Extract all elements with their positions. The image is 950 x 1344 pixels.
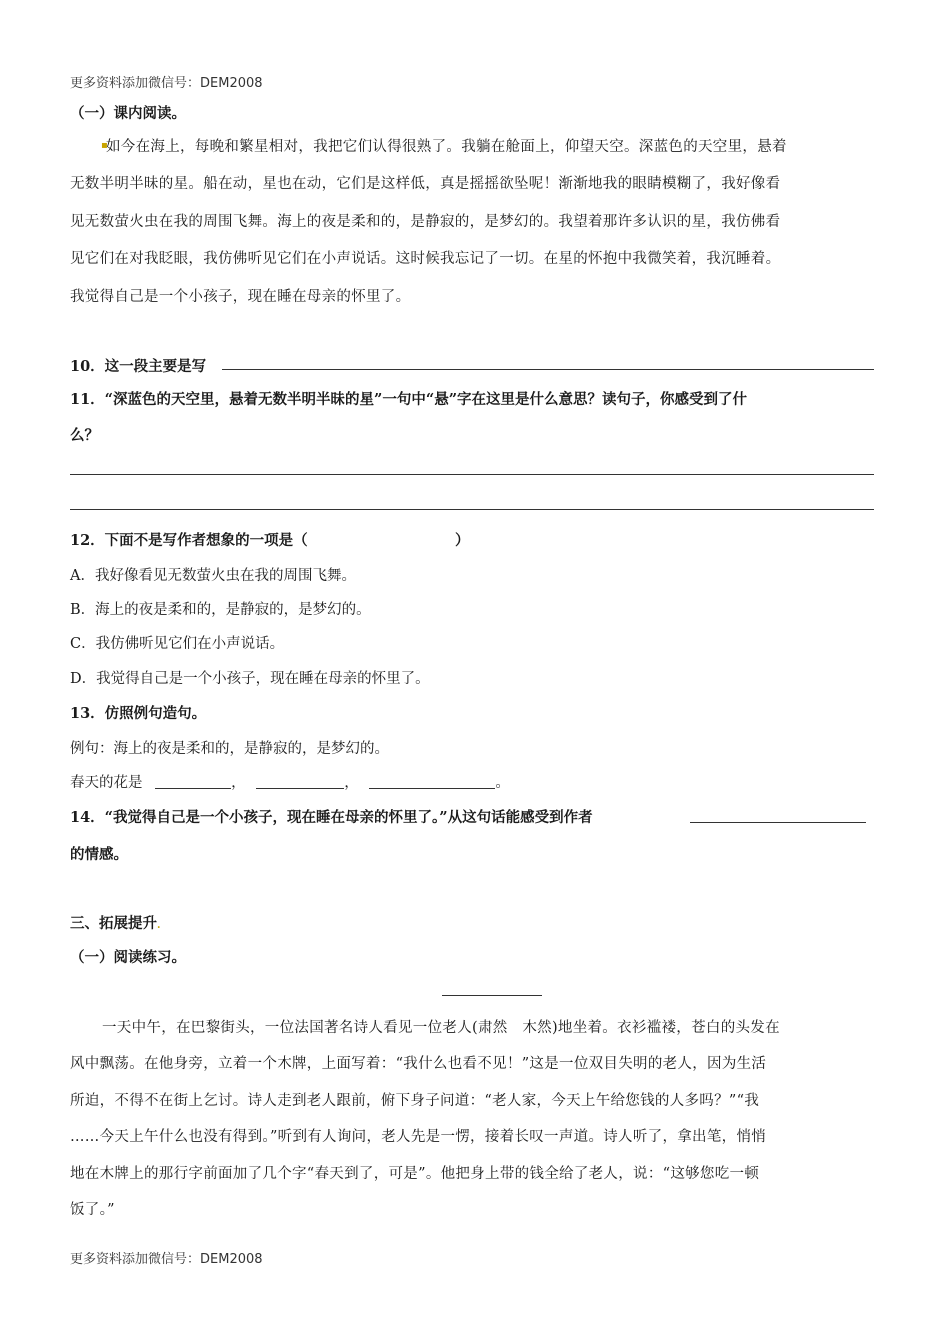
edit-mark-icon: . xyxy=(157,920,161,931)
passage1-line-2: 无数半明半昧的星。船在动，星也在动，它们是这样低，真是摇摇欲坠呢！渐渐地我的眼睛模糊了，我好像看 xyxy=(70,176,781,192)
section3-title: 三、拓展提升. xyxy=(70,915,161,932)
question-14-line-1: 14．“我觉得自己是一个小孩子，现在睡在母亲的怀里了。”从这句话能感受到作者 xyxy=(70,809,593,826)
edit-mark-icon: ▪ xyxy=(101,140,108,151)
footer-note: 更多资料添加微信号：DEM2008 xyxy=(70,1252,263,1267)
question-13-title: 13．仿照例句造句。 xyxy=(70,705,207,722)
question-12-stem: 12．下面不是写作者想象的一项是（ xyxy=(70,532,308,549)
question-11-line-1: 11．“深蓝色的天空里，悬着无数半明半昧的星”一句中“悬”字在这里是什么意思？读句子，你感受到了什 xyxy=(70,391,748,408)
q12-option-b: B．海上的夜是柔和的，是静寂的，是梦幻的。 xyxy=(70,602,371,618)
q11-answer-line-1[interactable] xyxy=(70,474,874,475)
q13-blank-1[interactable] xyxy=(155,774,231,789)
q13-end: 。 xyxy=(495,775,510,791)
section1-title: （一）课内阅读。 xyxy=(70,105,186,122)
q12-option-a: A．我好像看见无数萤火虫在我的周围飞舞。 xyxy=(70,568,356,584)
q10-answer-line[interactable] xyxy=(222,369,874,370)
q13-blank-3[interactable] xyxy=(369,774,495,789)
passage1-line-3: 见无数萤火虫在我的周围飞舞。海上的夜是柔和的，是静寂的，是梦幻的。我望着那许多认识的星，我仿佛看 xyxy=(70,214,781,230)
passage2-line-3: 所迫，不得不在街上乞讨。诗人走到老人跟前，俯下身子问道：“老人家，今天上午给您钱的人多吗？”“我 xyxy=(70,1093,760,1109)
question-11-line-2: 么？ xyxy=(70,427,99,444)
q14-answer-line[interactable] xyxy=(690,822,866,823)
q13-answer-row xyxy=(70,771,510,792)
passage2-line-2: 风中飘荡。在他身旁，立着一个木牌，上面写着：“我什么也看不见！”这是一位双目失明的老人，因为生活 xyxy=(70,1056,767,1072)
question-12-close: ） xyxy=(455,532,470,549)
q11-answer-line-2[interactable] xyxy=(70,509,874,510)
q13-sep-2: ， xyxy=(344,775,359,791)
passage2-line-5: 地在木牌上的那行字前面加了几个字“春天到了，可是”。他把身上带的钱全给了老人，说：“这够您吃一顿 xyxy=(70,1166,760,1182)
passage2-title-blank[interactable] xyxy=(442,995,542,996)
q13-sep-1: ， xyxy=(231,775,246,791)
question-14-line-2: 的情感。 xyxy=(70,846,128,863)
q13-prompt: 春天的花是 xyxy=(70,775,143,791)
passage1-line-1: 如今在海上，每晚和繁星相对，我把它们认得很熟了。我躺在舱面上，仰望天空。深蓝色的天空里，悬着 xyxy=(106,139,787,155)
q12-option-d: D．我觉得自己是一个小孩子，现在睡在母亲的怀里了。 xyxy=(70,671,430,687)
q12-option-c: C．我仿佛听见它们在小声说话。 xyxy=(70,636,285,652)
q13-blank-2[interactable] xyxy=(256,774,344,789)
header-note: 更多资料添加微信号：DEM2008 xyxy=(70,76,263,91)
passage2-line-1: 一天中午，在巴黎街头，一位法国著名诗人看见一位老人(肃然 木然)地坐着。衣衫褴褛，苍白的头发在 xyxy=(102,1020,780,1036)
section3-subtitle: （一）阅读练习。 xyxy=(70,949,186,966)
question-10: 10．这一段主要是写 xyxy=(70,358,207,375)
passage1-line-5: 我觉得自己是一个小孩子，现在睡在母亲的怀里了。 xyxy=(70,289,411,305)
passage2-line-6: 饭了。” xyxy=(70,1202,115,1218)
q13-example: 例句：海上的夜是柔和的，是静寂的，是梦幻的。 xyxy=(70,741,389,757)
passage1-line-4: 见它们在对我眨眼，我仿佛听见它们在小声说话。这时候我忘记了一切。在星的怀抱中我微笑着，我沉睡着。 xyxy=(70,251,781,267)
passage2-line-4: ……今天上午什么也没有得到。”听到有人询问，老人先是一愣，接着长叹一声道。诗人听了，拿出笔，悄悄 xyxy=(70,1129,767,1145)
